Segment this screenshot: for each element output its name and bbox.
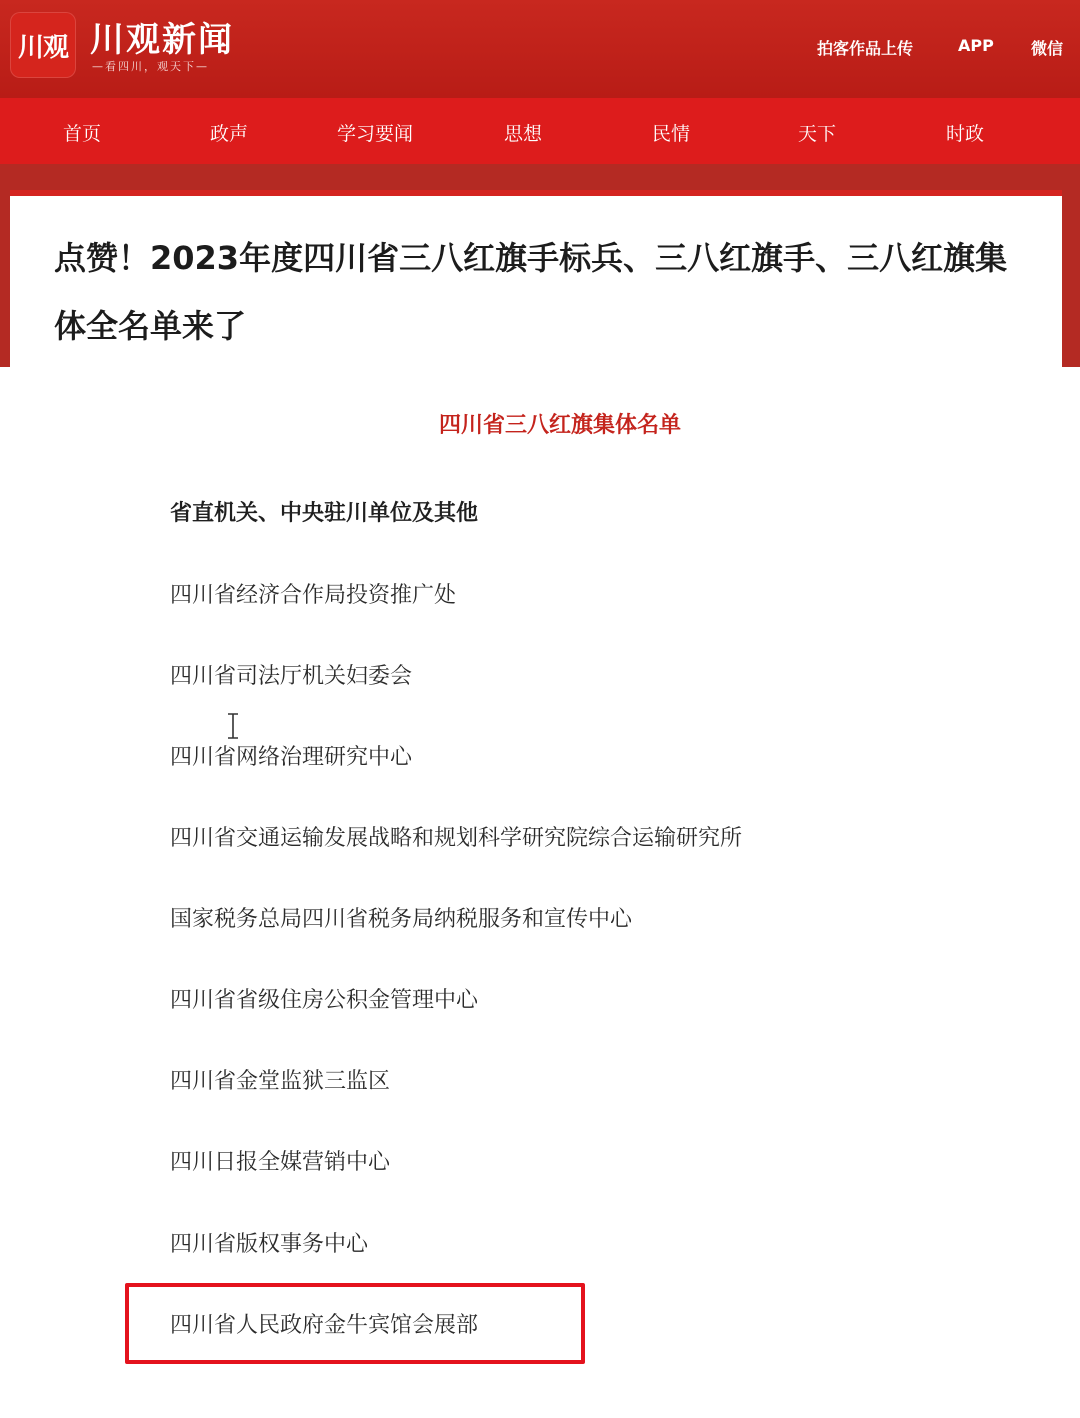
upload-link[interactable]: 拍客作品上传: [817, 39, 914, 58]
site-logo[interactable]: [10, 12, 76, 78]
nav-item-thought[interactable]: 思想: [504, 123, 543, 145]
list-item: 四川日报全媒营销中心: [170, 1150, 391, 1175]
brand-slogan: —看四川，观天下—: [92, 60, 209, 73]
highlight-box: [125, 1283, 585, 1364]
text-cursor-icon: [225, 712, 241, 740]
list-item: 四川省省级住房公积金管理中心: [170, 988, 479, 1013]
nav-item-politics[interactable]: 时政: [946, 123, 985, 145]
list-item: 四川省金堂监狱三监区: [170, 1069, 391, 1094]
nav-item-study-news[interactable]: 学习要闻: [337, 123, 414, 145]
article-headline: 点赞！2023年度四川省三八红旗手标兵、三八红旗手、三八红旗集体全名单来了: [54, 239, 1008, 345]
section-heading: 省直机关、中央驻川单位及其他: [170, 501, 479, 526]
list-item: 四川省经济合作局投资推广处: [170, 583, 457, 608]
list-item: 四川省交通运输发展战略和规划科学研究院综合运输研究所: [170, 826, 743, 851]
nav-item-public-sentiment[interactable]: 民情: [652, 123, 691, 145]
brand-name[interactable]: 川观新闻: [90, 20, 234, 60]
logo-text: 川观: [17, 32, 68, 63]
app-link[interactable]: APP: [958, 36, 994, 55]
list-item: 国家税务总局四川省税务局纳税服务和宣传中心: [170, 907, 633, 932]
list-title: 四川省三八红旗集体名单: [438, 413, 681, 438]
list-item-highlighted: 四川省人民政府金牛宾馆会展部: [170, 1313, 479, 1338]
wechat-link[interactable]: 微信: [1031, 39, 1064, 58]
nav-item-world[interactable]: 天下: [798, 123, 837, 145]
list-item: 四川省版权事务中心: [170, 1232, 369, 1257]
nav-item-home[interactable]: 首页: [63, 123, 102, 145]
list-item: 四川省网络治理研究中心: [170, 745, 413, 770]
list-item: 四川省司法厅机关妇委会: [170, 664, 413, 689]
nav-item-zhengsheng[interactable]: 政声: [210, 123, 249, 145]
